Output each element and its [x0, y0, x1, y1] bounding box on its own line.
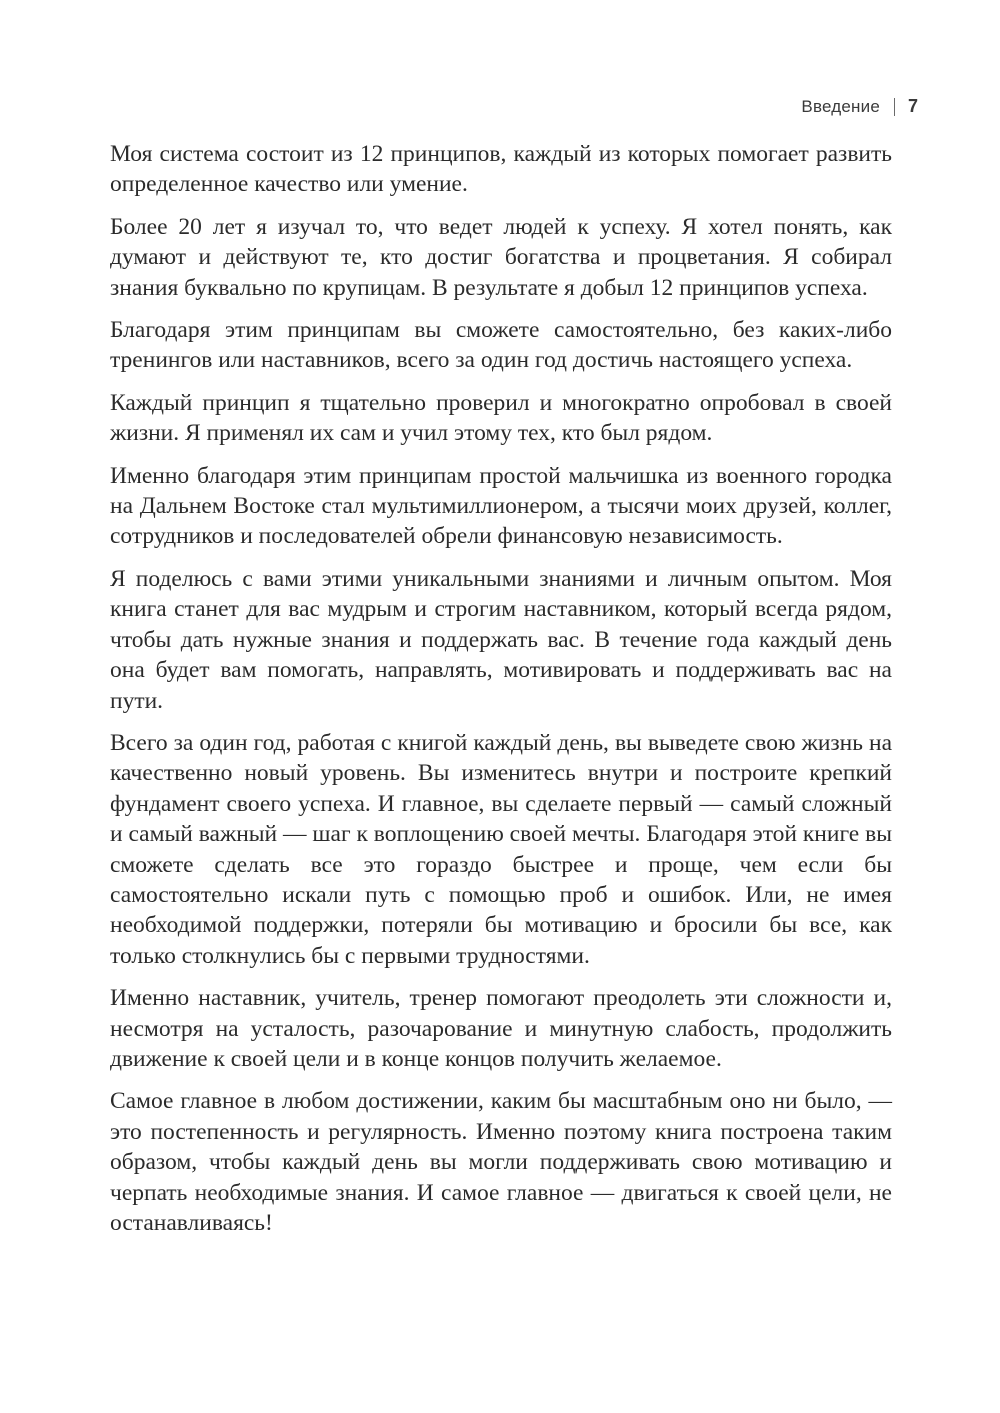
header-divider — [894, 98, 895, 116]
paragraph: Всего за один год, работая с книгой каждый день, вы выведете свою жизнь на качественно новый уровень. Вы изменитесь внутри и построите крепкий фундамент своего успеха. И главное, вы сделаете первый — самый сложный и самый важный — шаг к воплощению своей мечты. Благодаря этой книге вы сможете сделать все это гораздо быстрее и проще, чем если бы самостоятельно искали путь с помощью проб и ошибок. Или, не имея необходимой поддержки, потеряли бы мотивацию и бросили бы все, как только столкнулись бы с первыми трудностями. — [110, 729, 892, 969]
paragraph: Каждый принцип я тщательно проверил и многократно опробовал в своей жизни. Я применял их сам и учил этому тех, кто был рядом. — [110, 389, 892, 447]
paragraph: Благодаря этим принципам вы сможете самостоятельно, без каких-либо тренингов или наставников, всего за один год достичь настоящего успеха. — [110, 317, 892, 374]
paragraph: Самое главное в любом достижении, каким бы масштабным оно ни было, — это постепенность и регулярность. Именно поэтому книга построена таким образом, чтобы каждый день вы могли поддерживать свою мотивацию и черпать необходимые знания. И самое главное — двигаться к своей цели, не останавливаясь! — [110, 1088, 892, 1236]
paragraph: Именно наставник, учитель, тренер помогают преодолеть эти сложности и, несмотря на усталость, разочарование и минутную слабость, продолжить движение к своей цели и в конце концов получить желаемое. — [110, 985, 892, 1072]
paragraph: Именно благодаря этим принципам простой мальчишка из военного городка на Дальнем Востоке стал мультимиллионером, а тысячи моих друзей, коллег, сотрудников и последователей обрели финансовую независимость. — [110, 462, 892, 550]
running-header — [801, 96, 918, 117]
page-number: 7 — [907, 96, 918, 116]
paragraph: Я поделюсь с вами этими уникальными знаниями и личным опытом. Моя книга станет для вас мудрым и строгим наставником, который всегда рядом, чтобы дать нужные знания и поддержать вас. В течение года каждый день она будет вам помогать, направлять, мотивировать и поддерживать вас на пути. — [110, 565, 892, 714]
paragraph: Более 20 лет я изучал то, что ведет людей к успеху. Я хотел понять, как думают и действуют те, кто достиг богатства и процветания. Я собирал знания буквально по крупицам. В результате я добыл 12 принципов успеха. — [110, 213, 892, 301]
body-text — [110, 139, 892, 1250]
paragraph: Моя система состоит из 12 принципов, каждый из которых помогает развить определенное качество или умение. — [110, 141, 892, 198]
section-title: Введение — [801, 96, 880, 116]
